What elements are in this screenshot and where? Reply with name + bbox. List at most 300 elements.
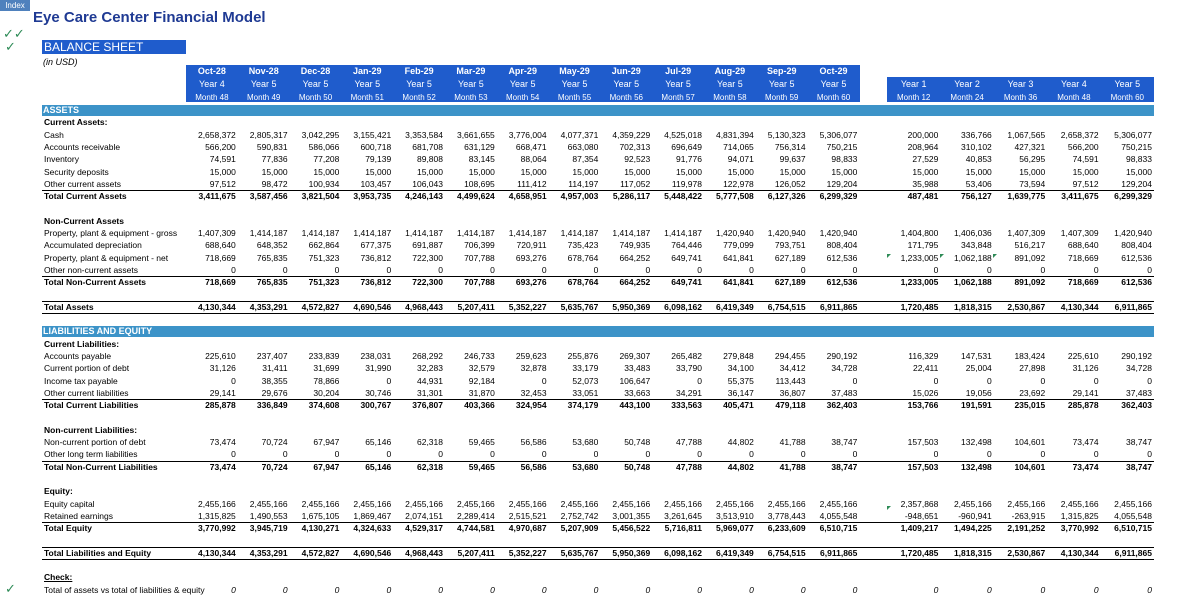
cell-value: 269,307 [619,351,651,361]
cell-value: 6,098,162 [664,548,702,558]
cell-value: 0 [800,265,806,275]
cell-value: 4,130,344 [197,548,236,558]
index-tab[interactable]: Index [0,0,30,11]
cell-value: 15,000 [1125,167,1152,177]
cell-value: 15,000 [416,167,443,177]
cell-value: 2,455,166 [405,499,443,509]
cell-value: 208,964 [907,142,939,152]
cell-value: 0 [541,449,547,459]
cell-value: 99,637 [779,154,806,164]
cell-value: -960,941 [958,511,992,521]
cell-value: 5,352,227 [508,302,547,312]
cell-value: 1,414,187 [560,228,599,238]
cell-value: 0 [645,449,651,459]
cell-value: 33,790 [675,363,702,373]
cell-value: 3,821,504 [301,191,340,201]
cell-value: 38,747 [831,462,858,472]
cell-value: 53,680 [572,462,599,472]
cell-value: 31,126 [1072,363,1099,373]
cell-value: 37,483 [831,388,858,398]
cell-value: 0 [749,265,754,275]
cell-value: 6,098,162 [664,302,702,312]
cell-value: 23,692 [1019,388,1046,398]
cell-value: 612,536 [1121,277,1152,287]
cell-value: 56,586 [520,437,547,447]
cell-value: 79,139 [365,154,392,164]
cell-value: 779,099 [723,240,754,250]
cell-value: 104,601 [1014,462,1046,472]
cell-value: 4,055,548 [1114,511,1152,521]
cell-value: 0 [1147,585,1152,595]
cell-value: 0 [490,585,495,595]
cell-value: 73,594 [1019,179,1046,189]
cell-value: 35,988 [912,179,939,189]
column-header-year: Year 5 [458,79,484,89]
cell-value: 2,455,166 [197,499,236,509]
cell-value: 1,818,315 [953,548,992,558]
cell-value: 649,741 [671,277,702,287]
cell-value: 5,635,767 [560,548,599,558]
column-header-month: Jul-29 [665,66,692,76]
cell-value: 98,833 [831,154,858,164]
cell-value: 15,000 [468,167,495,177]
column-header-year: Year 5 [1114,79,1141,89]
cell-value: 1,406,036 [953,228,992,238]
cell-value: 3,770,992 [197,523,236,533]
row-label: Total Liabilities and Equity [44,548,152,558]
cell-value: 34,728 [1125,363,1152,373]
cell-value: 2,455,166 [1114,499,1152,509]
cell-value: 735,423 [567,240,599,250]
cell-value: 6,299,329 [1114,191,1152,201]
cell-value: 336,766 [961,130,992,140]
cell-value: 718,669 [205,253,236,263]
cell-value: 1,233,005 [900,277,939,287]
cell-value: 126,052 [774,179,806,189]
app-title: Eye Care Center Financial Model [33,9,266,26]
cell-value: 36,147 [727,388,754,398]
cell-value: 2,455,166 [612,499,651,509]
cell-value: 0 [541,376,547,386]
cell-value: 1,869,467 [353,511,392,521]
cell-value: 4,130,271 [301,523,340,533]
cell-value: 0 [593,265,599,275]
cell-value: 586,066 [308,142,340,152]
cell-value: 290,192 [826,351,858,361]
cell-value: 53,406 [965,179,992,189]
cell-value: 44,802 [727,462,754,472]
cell-value: 285,878 [1067,400,1099,410]
cell-value: 4,246,143 [405,191,443,201]
cell-value: 91,776 [675,154,702,164]
cell-value: -263,915 [1011,511,1046,521]
cell-value: 0 [697,449,702,459]
cell-value: 38,747 [1125,462,1152,472]
cell-value: 678,764 [567,277,599,287]
cell-value: 1,414,187 [664,228,702,238]
cell-value: 4,968,443 [405,302,443,312]
cell-value: 891,092 [1014,253,1046,263]
cell-value: 4,957,003 [560,191,599,201]
cell-value: 15,000 [831,167,858,177]
cell-value: 756,127 [961,191,992,201]
row-label: Property, plant & equipment - net [44,253,169,263]
cell-value: 714,065 [723,142,754,152]
cell-value: 516,217 [1014,240,1046,250]
cell-value: 0 [282,449,288,459]
cell-value: 2,289,414 [456,511,495,521]
cell-value: 3,353,584 [405,130,443,140]
cell-value: 22,411 [913,363,939,373]
unit-label: (in USD) [43,57,78,67]
cell-value: 751,323 [308,253,340,263]
column-header-month: Sep-29 [766,66,797,76]
cell-value: 47,788 [675,437,702,447]
cell-value: 3,001,355 [612,511,651,521]
total-rule [42,522,1154,523]
cell-value: 443,100 [619,400,651,410]
cell-value: 30,746 [365,388,392,398]
cell-value: 0 [334,585,340,595]
cell-value: 0 [386,585,392,595]
cell-value: 765,835 [256,253,288,263]
cell-value: 3,953,735 [353,191,392,201]
cell-value: 0 [1147,376,1152,386]
cell-value: 4,658,951 [508,191,547,201]
cell-value: -948,651 [904,511,939,521]
cell-value: 0 [438,449,443,459]
cell-value: 33,179 [572,363,599,373]
cell-value: 707,788 [464,277,495,287]
cell-value: 808,404 [1121,240,1152,250]
cell-value: 31,411 [262,363,288,373]
column-header-year: Year 1 [900,79,927,89]
cell-value: 65,146 [365,437,392,447]
cell-value: 678,764 [567,253,599,263]
cell-value: 157,503 [907,462,939,472]
cell-value: 98,472 [261,179,288,189]
cell-value: 4,968,443 [405,548,443,558]
cell-value: 31,990 [365,363,392,373]
cell-value: 5,635,767 [560,302,599,312]
column-header-month: Dec-28 [300,66,331,76]
cell-value: 627,189 [774,253,806,263]
row-label: Non-current portion of debt [44,437,146,447]
cell-value: 5,456,522 [612,523,651,533]
cell-value: 343,848 [961,240,992,250]
cell-value: 268,292 [412,351,443,361]
cell-value: 718,669 [1067,253,1099,263]
cell-value: 4,690,546 [353,548,392,558]
cell-value: 4,055,548 [819,511,858,521]
column-header-year: Year 5 [768,79,795,89]
cell-value: 1,062,188 [953,253,992,263]
column-header-month: Oct-29 [819,66,848,76]
column-header-m: Month 55 [557,93,592,102]
cell-value: 0 [697,585,702,595]
cell-value: 1,720,485 [900,302,939,312]
cell-value: 1,407,309 [197,228,236,238]
cell-value: 92,523 [624,154,651,164]
cell-value: 3,661,655 [456,130,495,140]
cell-value: 15,000 [624,167,651,177]
cell-value: 0 [593,449,599,459]
cell-value: 31,870 [468,388,495,398]
cell-value: 487,481 [907,191,939,201]
cell-value: 15,000 [520,167,547,177]
cell-value: 6,911,865 [820,302,858,312]
cell-value: 132,498 [961,437,992,447]
cell-value: 310,102 [961,142,992,152]
column-header-month: Jun-29 [611,66,641,76]
cell-value: 0 [282,585,288,595]
row-label: Total Non-Current Assets [44,277,147,287]
column-header-year: Year 5 [665,79,691,89]
cell-value: 6,299,329 [819,191,858,201]
cell-value: 129,204 [1121,179,1152,189]
cell-value: 0 [231,449,236,459]
cell-value: 29,141 [1072,388,1099,398]
cell-value: 0 [697,376,702,386]
cell-value: 2,805,317 [249,130,288,140]
cell-value: 15,000 [965,167,992,177]
cell-value: 37,483 [1125,388,1152,398]
cell-value: 92,184 [468,376,495,386]
cell-value: 77,208 [313,154,340,164]
cell-value: 15,000 [365,167,392,177]
row-label: Total Non-Current Liabilities [44,462,158,472]
row-label: Non-current Liabilities: [44,425,138,435]
cell-value: 5,352,227 [508,548,547,558]
cell-value: 693,276 [515,253,547,263]
cell-value: 3,411,675 [198,191,236,201]
cell-value: 104,601 [1014,437,1046,447]
cell-value: 4,130,344 [197,302,236,312]
cell-value: 0 [490,449,495,459]
cell-value: 405,471 [723,400,754,410]
cell-value: 153,766 [907,400,939,410]
cell-value: 73,474 [209,437,236,447]
column-header-month: Mar-29 [456,66,486,76]
cell-value: 285,878 [205,400,236,410]
cell-value: 31,699 [313,363,340,373]
cell-value: 0 [1040,449,1046,459]
cell-value: 0 [852,265,858,275]
row-label: Income tax payable [44,376,118,386]
cell-value: 0 [852,449,858,459]
row-label: Total Current Assets [44,191,127,201]
cell-value: 157,503 [907,437,939,447]
cell-value: 1,420,940 [819,228,858,238]
cell-value: 5,130,323 [767,130,806,140]
cell-value: 3,587,456 [249,191,288,201]
section-title: ASSETS [43,105,80,115]
row-label: Equity: [44,486,73,496]
cell-value: 718,669 [1067,277,1099,287]
cell-value: 362,403 [1121,400,1152,410]
cell-value: 3,776,004 [508,130,547,140]
cell-value: 0 [800,449,806,459]
cell-value: 55,375 [727,376,754,386]
cell-value: 3,778,443 [767,511,806,521]
column-header-m: Month 49 [247,93,281,102]
cell-value: 0 [852,585,858,595]
cell-value: 235,015 [1014,400,1046,410]
cell-value: 808,404 [826,240,858,250]
cell-value: 6,127,326 [767,191,806,201]
column-header-year: Year 5 [250,79,277,89]
column-header-year: Year 4 [199,79,225,89]
cell-value: 736,812 [360,277,392,287]
cell-value: 1,407,309 [1007,228,1046,238]
cell-value: 103,457 [360,179,392,189]
cell-value: 0 [490,265,495,275]
column-header-m: Month 54 [506,93,540,102]
cell-value: 362,403 [826,400,858,410]
cell-value: 0 [1147,449,1152,459]
cell-value: 707,788 [464,253,495,263]
cell-value: 27,898 [1019,363,1046,373]
cell-value: 0 [231,585,236,595]
cell-value: 40,853 [965,154,992,164]
cell-value: 32,283 [416,363,443,373]
cell-value: 1,675,105 [301,511,340,521]
cell-value: 0 [987,376,992,386]
cell-value: 0 [231,265,236,275]
column-header-month: May-29 [559,66,590,76]
cell-value: 5,950,369 [612,302,651,312]
cell-value: 5,207,909 [560,523,599,533]
cell-value: 0 [231,376,236,386]
cell-value: 108,695 [464,179,495,189]
row-label: Current Assets: [44,117,108,127]
cell-value: 4,831,394 [715,130,754,140]
cell-value: 1,420,940 [1114,228,1152,238]
cell-value: 77,836 [261,154,288,164]
cell-value: 4,324,633 [353,523,392,533]
section-header-band [186,326,1154,337]
cell-value: 333,563 [671,400,702,410]
cell-value: 106,647 [619,376,651,386]
cell-value: 44,931 [416,376,443,386]
cell-value: 47,788 [675,462,702,472]
row-label: Other current liabilities [44,388,129,398]
cell-value: 3,411,675 [1061,191,1099,201]
cell-value: 0 [749,449,754,459]
row-label: Inventory [44,154,79,164]
column-header-month: Aug-29 [714,66,746,76]
row-label: Security deposits [44,167,109,177]
cell-value: 147,531 [961,351,992,361]
cell-value: 4,353,291 [249,548,288,558]
cell-value: 15,026 [912,388,939,398]
cell-value: 98,833 [1125,154,1152,164]
cell-value: 6,510,715 [819,523,858,533]
cell-value: 736,812 [360,253,392,263]
cell-value: 891,092 [1014,277,1046,287]
cell-value: 3,513,910 [715,511,754,521]
cell-value: 2,455,166 [456,499,495,509]
cell-value: 3,945,719 [249,523,288,533]
cell-value: 73,474 [209,462,236,472]
cell-value: 94,071 [727,154,754,164]
cell-value: 2,515,521 [508,511,547,521]
cell-value: 34,728 [831,363,858,373]
cell-value: 2,455,166 [560,499,599,509]
cell-value: 1,720,485 [900,548,939,558]
cell-value: 2,455,166 [301,499,340,509]
cell-value: 88,064 [520,154,547,164]
cell-value: 225,610 [205,351,236,361]
cell-value: 1,414,187 [612,228,651,238]
cell-value: 233,839 [308,351,340,361]
column-header-m: Month 50 [298,93,333,102]
cell-value: 1,315,825 [1060,511,1099,521]
cell-value: 2,455,166 [664,499,702,509]
cell-value: 5,207,411 [457,302,495,312]
cell-value: 33,663 [624,388,651,398]
column-header-month: Jan-29 [353,66,382,76]
cell-value: 70,724 [261,437,288,447]
cell-value: 0 [933,376,939,386]
row-label: Total of assets vs total of liabilities & equity [44,585,205,595]
cell-value: 34,291 [675,388,702,398]
cell-value: 15,000 [912,167,939,177]
error-indicator-icon [887,254,891,258]
cell-value: 31,126 [209,363,236,373]
cell-value: 2,074,151 [405,511,443,521]
cell-value: 0 [987,585,992,595]
cell-value: 2,455,166 [819,499,858,509]
cell-value: 4,572,827 [301,548,340,558]
cell-value: 1,409,217 [900,523,939,533]
cell-value: 0 [933,449,939,459]
cell-value: 52,073 [572,376,599,386]
cell-value: 56,295 [1019,154,1046,164]
cell-value: 41,788 [779,437,806,447]
row-label: Other long term liabilities [44,449,138,459]
cell-value: 0 [282,265,288,275]
cell-value: 1,414,187 [249,228,288,238]
cell-value: 2,455,166 [353,499,392,509]
cell-value: 78,866 [313,376,340,386]
cell-value: 4,572,827 [301,302,340,312]
cell-value: 6,911,865 [1114,302,1152,312]
cell-value: 119,978 [671,179,702,189]
cell-value: 29,141 [209,388,236,398]
cell-value: 0 [386,449,392,459]
row-label: Property, plant & equipment - gross [44,228,178,238]
cell-value: 6,754,515 [767,302,806,312]
cell-value: 279,848 [723,351,754,361]
cell-value: 4,970,687 [508,523,547,533]
cell-value: 1,420,940 [715,228,754,238]
error-indicator-icon [940,254,944,258]
column-header-m: Month 24 [950,93,984,102]
cell-value: 0 [438,585,443,595]
cell-value: 720,911 [516,240,547,250]
row-label: Non-Current Assets [44,216,124,226]
cell-value: 663,080 [567,142,599,152]
cell-value: 89,808 [416,154,443,164]
column-header-year: Year 5 [302,79,329,89]
row-label: Accounts receivable [44,142,121,152]
cell-value: 50,748 [624,437,651,447]
cell-value: 702,313 [619,142,651,152]
cell-value: 200,000 [907,130,939,140]
column-header-month: Feb-29 [404,66,434,76]
cell-value: 631,129 [464,142,495,152]
